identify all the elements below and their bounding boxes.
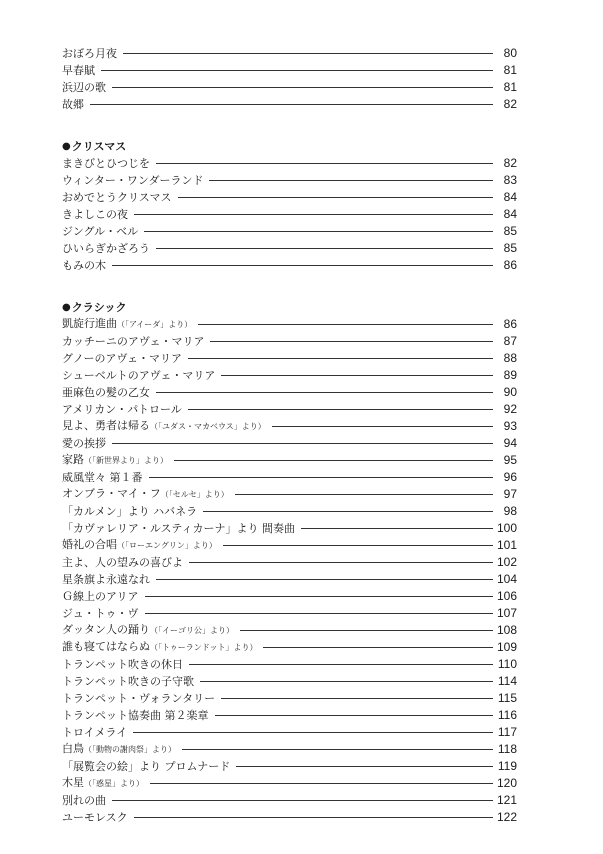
page-number: 107 bbox=[496, 606, 517, 620]
entry-title: トランペット吹きの子守歌 bbox=[62, 675, 194, 688]
page-number: 80 bbox=[503, 46, 517, 60]
toc-entry bbox=[62, 434, 517, 451]
page-number: 81 bbox=[503, 63, 517, 77]
page-number: 85 bbox=[503, 241, 517, 255]
entry-title: シューベルトのアヴェ・マリア bbox=[62, 369, 216, 382]
toc-entry bbox=[62, 536, 517, 553]
entry-title: 別れの曲 bbox=[62, 794, 106, 807]
dot-leader bbox=[178, 197, 493, 198]
dot-leader bbox=[188, 409, 493, 410]
toc-entry bbox=[62, 61, 517, 78]
toc-entry bbox=[62, 349, 517, 366]
toc-entry bbox=[62, 519, 517, 536]
dot-leader bbox=[156, 579, 493, 580]
entry-title: 「展覧会の絵」より プロムナード bbox=[62, 760, 231, 773]
toc-entry bbox=[62, 188, 517, 205]
dot-leader bbox=[134, 817, 493, 818]
dot-leader bbox=[200, 681, 493, 682]
page-number: 96 bbox=[503, 470, 517, 484]
entry-title: 星条旗よ永遠なれ bbox=[62, 573, 150, 586]
dot-leader bbox=[101, 70, 493, 71]
section-classic bbox=[62, 298, 517, 825]
page-number: 87 bbox=[503, 334, 517, 348]
dot-leader bbox=[134, 214, 493, 215]
toc-entry bbox=[62, 485, 517, 502]
toc-entry bbox=[62, 587, 517, 604]
toc-entry bbox=[62, 604, 517, 621]
dot-leader bbox=[236, 766, 493, 767]
toc-entry bbox=[62, 366, 517, 383]
dot-leader bbox=[150, 783, 493, 784]
dot-leader bbox=[112, 800, 493, 801]
toc-entry bbox=[62, 154, 517, 171]
entry-title: 婚礼の合唱（「ローエングリン」より） bbox=[62, 538, 217, 551]
toc-entry bbox=[62, 502, 517, 519]
entry-title: おぼろ月夜 bbox=[62, 47, 117, 60]
dot-leader bbox=[301, 528, 493, 529]
section-gap bbox=[62, 112, 517, 137]
toc-entry bbox=[62, 222, 517, 239]
section-heading: ● クラシック bbox=[62, 301, 127, 314]
toc-entry bbox=[62, 44, 517, 61]
entry-title: トロイメライ bbox=[62, 726, 128, 739]
page-number: 82 bbox=[503, 156, 517, 170]
page-number: 106 bbox=[496, 589, 517, 603]
page-number: 93 bbox=[503, 419, 517, 433]
page-number: 95 bbox=[503, 453, 517, 467]
entry-title: 家路（「新世界より」より） bbox=[62, 453, 168, 466]
toc-entry bbox=[62, 205, 517, 222]
dot-leader bbox=[112, 443, 493, 444]
page-number: 116 bbox=[497, 708, 517, 722]
page-number: 81 bbox=[503, 80, 517, 94]
toc-entry bbox=[62, 655, 517, 672]
entry-title: 見よ、勇者は帰る（「ユダス・マカベウス」より） bbox=[62, 419, 266, 432]
entry-title: トランペット・ヴォランタリー bbox=[62, 692, 216, 705]
toc-entry bbox=[62, 417, 517, 434]
dot-leader bbox=[215, 715, 494, 716]
toc-entry bbox=[62, 315, 517, 332]
entry-title: トランペット協奏曲 第２楽章 bbox=[62, 709, 209, 722]
entry-title: きよしこの夜 bbox=[62, 208, 128, 221]
dot-leader bbox=[188, 358, 493, 359]
toc-entry bbox=[62, 723, 517, 740]
entry-title: もみの木 bbox=[62, 259, 106, 272]
page-number: 94 bbox=[503, 436, 517, 450]
entry-title: 「カヴァレリア・ルスティカーナ」より 間奏曲 bbox=[62, 522, 295, 535]
toc-entry bbox=[62, 740, 517, 757]
toc-entry bbox=[62, 706, 517, 723]
entry-title: 凱旋行進曲（「アイーダ」より） bbox=[62, 317, 193, 330]
entry-title: 威風堂々 第１番 bbox=[62, 471, 143, 484]
dot-leader bbox=[210, 341, 493, 342]
entry-title: ユーモレスク bbox=[62, 811, 128, 824]
page-number: 120 bbox=[496, 776, 517, 790]
toc-entry bbox=[62, 808, 517, 825]
toc-entry bbox=[62, 672, 517, 689]
entry-title: ダッタン人の踊り（「イーゴリ公」より） bbox=[62, 623, 234, 636]
entry-title: カッチーニのアヴェ・マリア bbox=[62, 335, 205, 348]
dot-leader bbox=[209, 180, 493, 181]
entry-title: 木星（「惑星」より） bbox=[62, 776, 144, 789]
page-number: 90 bbox=[503, 385, 517, 399]
dot-leader bbox=[90, 104, 493, 105]
dot-leader bbox=[272, 426, 493, 427]
toc-entry bbox=[62, 383, 517, 400]
toc-entry bbox=[62, 638, 517, 655]
page-number: 117 bbox=[497, 725, 517, 739]
page-number: 122 bbox=[496, 810, 517, 824]
page-number: 92 bbox=[503, 402, 517, 416]
dot-leader bbox=[149, 477, 494, 478]
entry-title: 故郷 bbox=[62, 98, 84, 111]
dot-leader bbox=[174, 460, 493, 461]
toc-entry bbox=[62, 451, 517, 468]
entry-title: オンブラ・マイ・フ（「セルセ」より） bbox=[62, 487, 229, 500]
toc-entry bbox=[62, 553, 517, 570]
entry-title: 白鳥（「動物の謝肉祭」より） bbox=[62, 742, 176, 755]
dot-leader bbox=[221, 375, 493, 376]
page-number: 115 bbox=[497, 691, 517, 705]
toc-entry bbox=[62, 239, 517, 256]
toc-entry bbox=[62, 256, 517, 273]
entry-title: トランペット吹きの休日 bbox=[62, 658, 183, 671]
page-number: 84 bbox=[503, 190, 517, 204]
dot-leader bbox=[223, 545, 493, 546]
bullet-icon: ● bbox=[62, 302, 71, 313]
dot-leader bbox=[240, 630, 493, 631]
toc-entry bbox=[62, 468, 517, 485]
dot-leader bbox=[156, 392, 493, 393]
page-number: 85 bbox=[503, 224, 517, 238]
page-number: 86 bbox=[503, 317, 517, 331]
page-number: 102 bbox=[496, 555, 517, 569]
dot-leader bbox=[123, 53, 493, 54]
entry-title: ひいらぎかざろう bbox=[62, 242, 150, 255]
page-number: 98 bbox=[503, 504, 517, 518]
toc-entry bbox=[62, 78, 517, 95]
page-number: 89 bbox=[503, 368, 517, 382]
entry-title: アメリカン・パトロール bbox=[62, 403, 182, 416]
page-number: 83 bbox=[503, 173, 517, 187]
section-continued bbox=[62, 44, 517, 112]
page-number: 108 bbox=[496, 623, 517, 637]
dot-leader bbox=[198, 324, 493, 325]
entry-title: おめでとうクリスマス bbox=[62, 191, 172, 204]
page-number: 101 bbox=[496, 538, 517, 552]
dot-leader bbox=[189, 664, 493, 665]
entry-title: 主よ、人の望みの喜びよ bbox=[62, 556, 183, 569]
dot-leader bbox=[156, 163, 493, 164]
toc-entry bbox=[62, 95, 517, 112]
section-christmas bbox=[62, 137, 517, 273]
dot-leader bbox=[144, 231, 493, 232]
page-number: 88 bbox=[503, 351, 517, 365]
entry-title: 愛の挨拶 bbox=[62, 437, 106, 450]
page-number: 104 bbox=[496, 572, 517, 586]
toc-entry bbox=[62, 791, 517, 808]
page-number: 82 bbox=[503, 97, 517, 111]
entry-title: Ｇ線上のアリア bbox=[62, 590, 139, 603]
toc-entry bbox=[62, 570, 517, 587]
entry-title: グノーのアヴェ・マリア bbox=[62, 352, 183, 365]
dot-leader bbox=[145, 596, 493, 597]
table-of-contents bbox=[62, 44, 517, 825]
toc-entry bbox=[62, 400, 517, 417]
dot-leader bbox=[182, 749, 493, 750]
entry-title: 浜辺の歌 bbox=[62, 81, 106, 94]
page-number: 109 bbox=[496, 640, 517, 654]
page-number: 84 bbox=[503, 207, 517, 221]
dot-leader bbox=[112, 265, 493, 266]
dot-leader bbox=[112, 87, 493, 88]
page-number: 100 bbox=[496, 521, 517, 535]
entry-title: ジュ・トゥ・ヴ bbox=[62, 607, 139, 620]
entry-title: 誰も寝てはならぬ（「トゥーランドット」より） bbox=[62, 640, 258, 653]
entry-title: まきびとひつじを bbox=[62, 157, 150, 170]
dot-leader bbox=[156, 248, 493, 249]
entry-title: ジングル・ベル bbox=[62, 225, 139, 238]
dot-leader bbox=[133, 732, 493, 733]
dot-leader bbox=[189, 562, 493, 563]
toc-entry bbox=[62, 774, 517, 791]
section-heading: ● クリスマス bbox=[62, 140, 127, 153]
toc-entry bbox=[62, 332, 517, 349]
page-number: 114 bbox=[497, 674, 517, 688]
entry-title: 亜麻色の髪の乙女 bbox=[62, 386, 150, 399]
dot-leader bbox=[235, 494, 493, 495]
page-number: 121 bbox=[496, 793, 517, 807]
toc-entry bbox=[62, 621, 517, 638]
page-number: 118 bbox=[497, 742, 517, 756]
entry-title: ウィンター・ワンダーランド bbox=[62, 174, 204, 187]
page-number: 119 bbox=[497, 759, 517, 773]
dot-leader bbox=[203, 511, 493, 512]
toc-entry bbox=[62, 689, 517, 706]
dot-leader bbox=[145, 613, 493, 614]
dot-leader bbox=[221, 698, 493, 699]
toc-entry bbox=[62, 171, 517, 188]
dot-leader bbox=[263, 647, 493, 648]
section-gap bbox=[62, 273, 517, 298]
bullet-icon: ● bbox=[62, 141, 71, 152]
page-number: 110 bbox=[497, 657, 517, 671]
entry-title: 早春賦 bbox=[62, 64, 95, 77]
page-number: 97 bbox=[503, 487, 517, 501]
toc-entry bbox=[62, 757, 517, 774]
entry-title: 「カルメン」より ハバネラ bbox=[62, 505, 198, 518]
page-number: 86 bbox=[503, 258, 517, 272]
